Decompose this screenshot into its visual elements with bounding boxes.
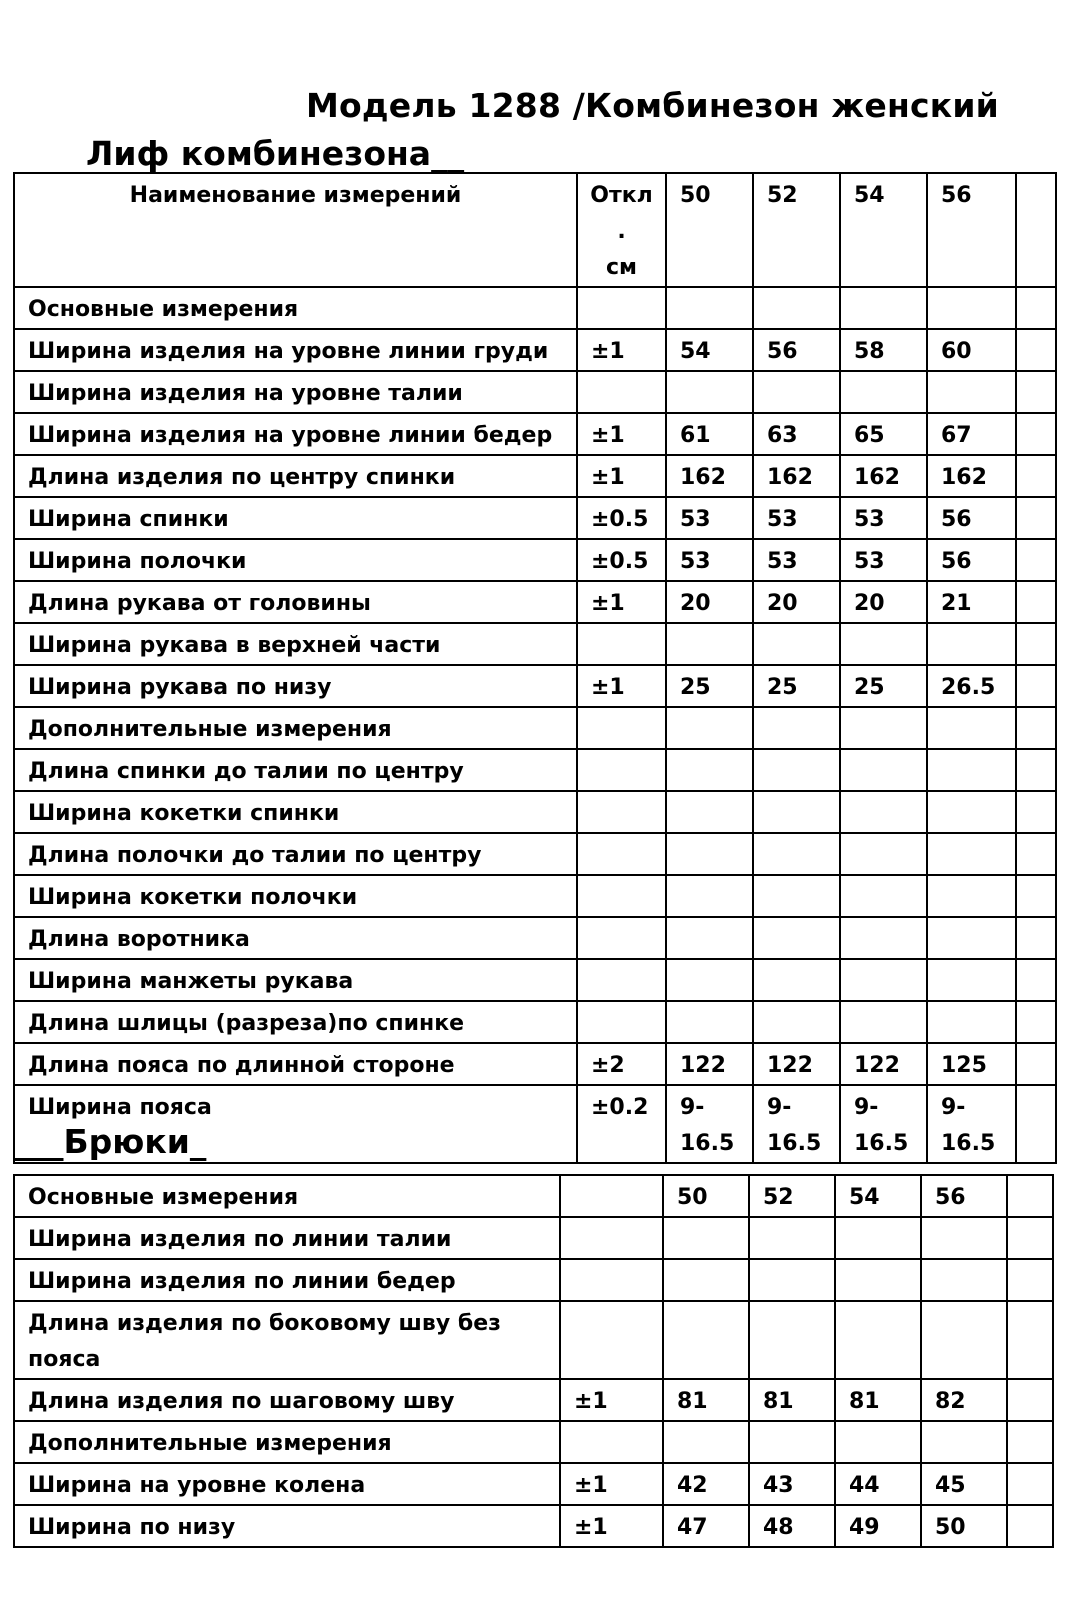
size-value-cell: 42 (663, 1463, 749, 1505)
deviation-cell: ±1 (577, 413, 666, 455)
measurement-name: Длина изделия по боковому шву без пояса (14, 1301, 560, 1379)
section-title-trousers: ___Брюки_ (14, 1122, 207, 1161)
table-row (14, 959, 1056, 1001)
size-value-cell (927, 875, 1016, 917)
size-value-cell (921, 1301, 1007, 1379)
size-value-cell (1016, 371, 1056, 413)
size-value-cell: 53 (753, 539, 840, 581)
size-value-cell (1016, 329, 1056, 371)
size-value-cell (927, 1001, 1016, 1043)
measurement-name: Длина воротника (14, 917, 577, 959)
size-value-cell: 81 (835, 1379, 921, 1421)
size-value-cell (840, 749, 927, 791)
size-value-cell: 65 (840, 413, 927, 455)
header-size: 50 (663, 1175, 749, 1217)
table-row (14, 623, 1056, 665)
size-value-cell (835, 1301, 921, 1379)
header-deviation (560, 1175, 663, 1217)
size-value-cell (1007, 1259, 1053, 1301)
bodice-measurements-table (13, 172, 1057, 1164)
size-value-cell (753, 287, 840, 329)
table-row (14, 1001, 1056, 1043)
table-row (14, 1301, 1053, 1379)
size-value-cell (835, 1421, 921, 1463)
measurement-name: Ширина полочки (14, 539, 577, 581)
header-measurement-name: Основные измерения (14, 1175, 560, 1217)
size-value-cell: 25 (666, 665, 753, 707)
size-value-cell (749, 1421, 835, 1463)
measurement-name: Длина изделия по центру спинки (14, 455, 577, 497)
size-value-cell: 54 (666, 329, 753, 371)
measurement-name: Дополнительные измерения (14, 1421, 560, 1463)
size-value-cell (663, 1217, 749, 1259)
size-value-cell: 63 (753, 413, 840, 455)
size-value-cell (753, 371, 840, 413)
header-size: 56 (921, 1175, 1007, 1217)
table-row (14, 539, 1056, 581)
size-value-cell (921, 1421, 1007, 1463)
size-value-cell (840, 791, 927, 833)
deviation-cell: ±1 (577, 329, 666, 371)
header-deviation-line: см (605, 255, 638, 280)
size-value-cell: 53 (840, 539, 927, 581)
deviation-cell (577, 287, 666, 329)
size-value-cell (1016, 287, 1056, 329)
header-size: 56 (927, 173, 1016, 287)
size-value-cell: 9-16.5 (840, 1085, 927, 1163)
measurement-name: Ширина изделия на уровне линии бедер (14, 413, 577, 455)
size-value-cell: 81 (663, 1379, 749, 1421)
deviation-cell (577, 791, 666, 833)
table-row (14, 455, 1056, 497)
deviation-cell (577, 875, 666, 917)
size-value-cell (1016, 917, 1056, 959)
size-value-cell (1016, 581, 1056, 623)
deviation-cell (577, 1001, 666, 1043)
size-value-cell (927, 833, 1016, 875)
header-size: 50 (666, 173, 753, 287)
measurement-name: Длина пояса по длинной стороне (14, 1043, 577, 1085)
header-deviation-line: Откл (590, 183, 653, 208)
size-value-cell (1016, 833, 1056, 875)
measurement-name: Длина спинки до талии по центру (14, 749, 577, 791)
table-row (14, 833, 1056, 875)
measurement-name: Ширина кокетки полочки (14, 875, 577, 917)
size-value-cell: 53 (666, 539, 753, 581)
table-row (14, 371, 1056, 413)
size-value-cell (835, 1217, 921, 1259)
size-value-cell: 26.5 (927, 665, 1016, 707)
size-value-cell (840, 371, 927, 413)
size-value-cell (1016, 1043, 1056, 1085)
measurement-name: Дополнительные измерения (14, 707, 577, 749)
size-value-cell (663, 1259, 749, 1301)
size-value-cell (666, 833, 753, 875)
size-value-cell (840, 623, 927, 665)
table-row (14, 1505, 1053, 1547)
size-value-cell: 43 (749, 1463, 835, 1505)
table-row (14, 287, 1056, 329)
size-value-cell (666, 749, 753, 791)
size-value-cell: 44 (835, 1463, 921, 1505)
deviation-cell: ±0.5 (577, 497, 666, 539)
table-header-row (14, 173, 1056, 287)
size-value-cell: 122 (666, 1043, 753, 1085)
header-size: 52 (753, 173, 840, 287)
size-value-cell (666, 371, 753, 413)
header-size: 54 (835, 1175, 921, 1217)
table-row (14, 749, 1056, 791)
deviation-cell: ±1 (560, 1505, 663, 1547)
size-value-cell (749, 1301, 835, 1379)
measurement-name: Ширина изделия на уровне линии груди (14, 329, 577, 371)
size-value-cell (927, 917, 1016, 959)
deviation-cell: ±1 (560, 1463, 663, 1505)
size-value-cell (927, 749, 1016, 791)
size-value-cell: 9-16.5 (753, 1085, 840, 1163)
measurement-name: Длина шлицы (разреза)по спинке (14, 1001, 577, 1043)
deviation-cell (577, 959, 666, 1001)
size-value-cell (1016, 413, 1056, 455)
size-value-cell: 122 (753, 1043, 840, 1085)
size-value-cell: 162 (927, 455, 1016, 497)
measurement-name: Основные измерения (14, 287, 577, 329)
measurement-name: Длина рукава от головины (14, 581, 577, 623)
size-value-cell (921, 1217, 1007, 1259)
measurement-name: Ширина по низу (14, 1505, 560, 1547)
size-value-cell: 20 (753, 581, 840, 623)
deviation-cell (560, 1421, 663, 1463)
table-row (14, 1217, 1053, 1259)
table-row (14, 917, 1056, 959)
table-row (14, 1463, 1053, 1505)
header-measurement-name: Наименование измерений (14, 173, 577, 287)
measurement-name: Ширина рукава в верхней части (14, 623, 577, 665)
size-value-cell (666, 287, 753, 329)
size-value-cell: 81 (749, 1379, 835, 1421)
size-value-cell: 56 (753, 329, 840, 371)
document-title: Модель 1288 /Комбинезон женский (306, 86, 999, 125)
size-value-cell (1007, 1421, 1053, 1463)
table-header-row (14, 1175, 1053, 1217)
size-value-cell (840, 287, 927, 329)
size-value-cell: 60 (927, 329, 1016, 371)
deviation-cell (577, 623, 666, 665)
size-value-cell (1016, 959, 1056, 1001)
size-value-cell (1016, 875, 1056, 917)
deviation-cell (560, 1217, 663, 1259)
size-value-cell (1016, 539, 1056, 581)
size-value-cell: 67 (927, 413, 1016, 455)
size-value-cell (753, 791, 840, 833)
size-value-cell: 56 (927, 497, 1016, 539)
measurement-name: Ширина спинки (14, 497, 577, 539)
size-value-cell (840, 707, 927, 749)
header-size (1007, 1175, 1053, 1217)
size-value-cell (1007, 1379, 1053, 1421)
size-value-cell (753, 833, 840, 875)
size-value-cell (1016, 665, 1056, 707)
measurement-name: Ширина изделия по линии бедер (14, 1259, 560, 1301)
section-title-bodice: Лиф комбинезона__ (86, 134, 465, 173)
size-value-cell (666, 707, 753, 749)
size-value-cell: 45 (921, 1463, 1007, 1505)
size-value-cell (666, 959, 753, 1001)
deviation-cell: ±1 (577, 581, 666, 623)
table-row (14, 791, 1056, 833)
size-value-cell (840, 833, 927, 875)
deviation-cell (577, 917, 666, 959)
size-value-cell: 9-16.5 (666, 1085, 753, 1163)
size-value-cell (1016, 749, 1056, 791)
deviation-cell: ±1 (560, 1379, 663, 1421)
size-value-cell: 9-16.5 (927, 1085, 1016, 1163)
deviation-cell (577, 707, 666, 749)
size-value-cell: 25 (840, 665, 927, 707)
size-value-cell (1016, 455, 1056, 497)
size-value-cell (840, 917, 927, 959)
trousers-measurements-table (13, 1174, 1054, 1548)
size-value-cell (927, 959, 1016, 1001)
size-value-cell: 20 (840, 581, 927, 623)
size-value-cell: 48 (749, 1505, 835, 1547)
size-value-cell: 125 (927, 1043, 1016, 1085)
size-value-cell: 25 (753, 665, 840, 707)
table-row (14, 875, 1056, 917)
measurement-name: Ширина рукава по низу (14, 665, 577, 707)
size-value-cell (749, 1217, 835, 1259)
size-value-cell: 61 (666, 413, 753, 455)
deviation-cell (577, 371, 666, 413)
size-value-cell (1007, 1505, 1053, 1547)
size-value-cell (1016, 1085, 1056, 1163)
header-size: 52 (749, 1175, 835, 1217)
measurement-name: Ширина изделия на уровне талии (14, 371, 577, 413)
table-row (14, 581, 1056, 623)
size-value-cell (753, 959, 840, 1001)
size-value-cell (840, 959, 927, 1001)
size-value-cell: 20 (666, 581, 753, 623)
header-deviation (577, 173, 666, 287)
size-value-cell: 58 (840, 329, 927, 371)
deviation-cell (577, 833, 666, 875)
size-value-cell (753, 749, 840, 791)
size-value-cell (921, 1259, 1007, 1301)
table-row (14, 1379, 1053, 1421)
table-row (14, 497, 1056, 539)
size-value-cell (666, 623, 753, 665)
deviation-cell: ±1 (577, 455, 666, 497)
size-value-cell: 53 (840, 497, 927, 539)
size-value-cell: 49 (835, 1505, 921, 1547)
size-value-cell (1007, 1301, 1053, 1379)
size-value-cell (753, 623, 840, 665)
size-value-cell (927, 707, 1016, 749)
table-row (14, 1043, 1056, 1085)
deviation-cell (577, 749, 666, 791)
table-row (14, 1259, 1053, 1301)
size-value-cell: 162 (840, 455, 927, 497)
deviation-cell: ±0.2 (577, 1085, 666, 1163)
size-value-cell: 82 (921, 1379, 1007, 1421)
size-value-cell (1016, 1001, 1056, 1043)
measurement-name: Длина изделия по шаговому шву (14, 1379, 560, 1421)
size-value-cell (840, 1001, 927, 1043)
header-size (1016, 173, 1056, 287)
size-value-cell (666, 791, 753, 833)
table-row (14, 1421, 1053, 1463)
size-value-cell: 162 (666, 455, 753, 497)
size-value-cell: 53 (666, 497, 753, 539)
size-value-cell (666, 1001, 753, 1043)
size-value-cell: 47 (663, 1505, 749, 1547)
measurement-name: Ширина пояса (14, 1085, 577, 1163)
size-value-cell (753, 1001, 840, 1043)
size-value-cell (840, 875, 927, 917)
size-value-cell (666, 875, 753, 917)
size-value-cell (663, 1421, 749, 1463)
size-value-cell: 122 (840, 1043, 927, 1085)
header-size: 54 (840, 173, 927, 287)
deviation-cell: ±2 (577, 1043, 666, 1085)
measurement-name: Длина полочки до талии по центру (14, 833, 577, 875)
size-value-cell (749, 1259, 835, 1301)
deviation-cell (560, 1259, 663, 1301)
size-value-cell (927, 623, 1016, 665)
size-value-cell (835, 1259, 921, 1301)
measurement-name: Ширина изделия по линии талии (14, 1217, 560, 1259)
header-deviation-line: . (617, 219, 626, 244)
deviation-cell: ±0.5 (577, 539, 666, 581)
size-value-cell (927, 371, 1016, 413)
size-value-cell (663, 1301, 749, 1379)
size-value-cell (753, 917, 840, 959)
size-value-cell (927, 791, 1016, 833)
measurement-name: Ширина манжеты рукава (14, 959, 577, 1001)
size-value-cell (1007, 1463, 1053, 1505)
size-value-cell (753, 707, 840, 749)
size-value-cell: 53 (753, 497, 840, 539)
size-value-cell (666, 917, 753, 959)
size-value-cell (753, 875, 840, 917)
table-row (14, 329, 1056, 371)
size-value-cell: 21 (927, 581, 1016, 623)
size-value-cell (1007, 1217, 1053, 1259)
measurement-name: Ширина кокетки спинки (14, 791, 577, 833)
size-value-cell: 56 (927, 539, 1016, 581)
size-value-cell (1016, 791, 1056, 833)
size-value-cell (1016, 623, 1056, 665)
size-value-cell (1016, 707, 1056, 749)
size-value-cell (927, 287, 1016, 329)
size-value-cell: 50 (921, 1505, 1007, 1547)
deviation-cell (560, 1301, 663, 1379)
deviation-cell: ±1 (577, 665, 666, 707)
size-value-cell: 162 (753, 455, 840, 497)
size-value-cell (1016, 497, 1056, 539)
table-row (14, 665, 1056, 707)
table-row (14, 413, 1056, 455)
table-row (14, 707, 1056, 749)
measurement-name: Ширина на уровне колена (14, 1463, 560, 1505)
